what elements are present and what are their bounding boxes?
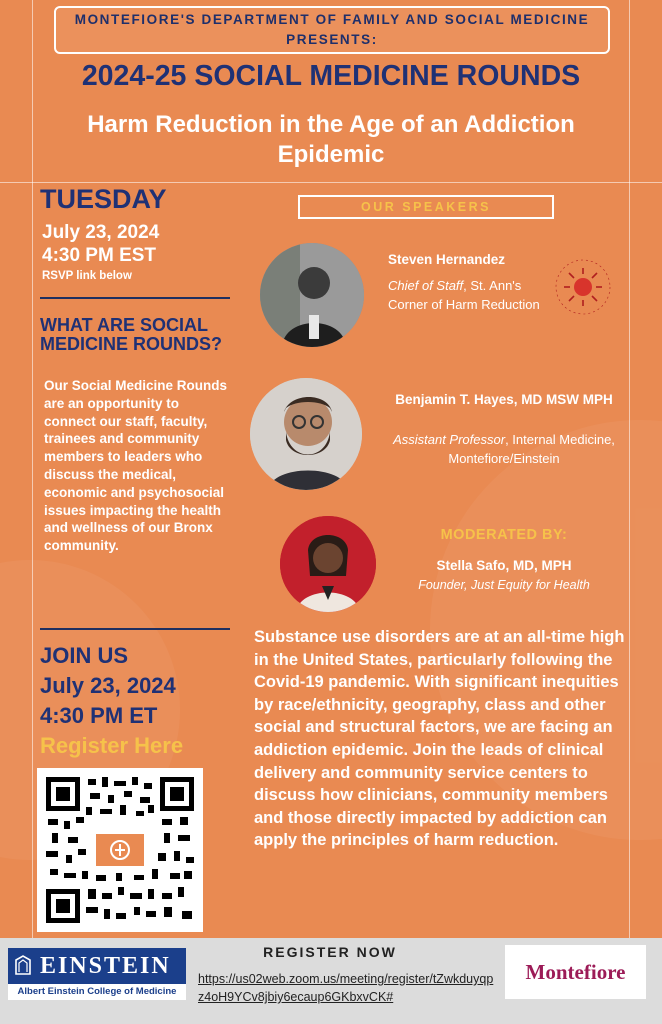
rsvp-note: RSVP link below: [42, 270, 132, 282]
presenter-banner: [54, 6, 610, 54]
moderator-name: Stella Safo, MD, MPH: [436, 558, 572, 573]
qr-logo-icon: [96, 834, 144, 866]
einstein-subtitle: Albert Einstein College of Medicine: [8, 984, 186, 1000]
moderator-photo: [280, 516, 376, 612]
page-title: 2024-25 SOCIAL MEDICINE ROUNDS: [81, 60, 581, 92]
einstein-name: EINSTEIN: [40, 952, 171, 979]
einstein-logo[interactable]: [8, 948, 186, 1000]
montefiore-name: Montefiore: [525, 959, 626, 984]
speaker-role: [374, 430, 634, 468]
event-day: TUESDAY: [40, 184, 167, 214]
register-link[interactable]: Register Here: [40, 733, 184, 758]
frame-line-top: [0, 182, 662, 183]
presenter-text: MONTEFIORE'S DEPARTMENT OF FAMILY AND SOCIAL MEDICINE PRESENTS:: [74, 12, 590, 47]
einstein-emblem-icon: [12, 954, 34, 978]
event-date: July 23, 2024: [42, 222, 160, 243]
speaker-title: Chief of Staff: [388, 278, 464, 293]
speakers-label-box: [298, 195, 554, 219]
speaker-name: Steven Hernandez: [388, 252, 506, 267]
montefiore-logo[interactable]: [505, 945, 646, 999]
about-text: Our Social Medicine Rounds are an opportunity to connect our staff, faculty, trainees and community members to leaders who discuss the medical, economic and psychosocial issues impacting the health and wellness of our Bronx community.: [44, 378, 228, 554]
frame-line-left: [32, 0, 33, 938]
qr-code[interactable]: [37, 768, 203, 932]
divider: [40, 628, 230, 630]
speaker-role: [388, 276, 548, 314]
join-time: 4:30 PM ET: [40, 703, 158, 728]
einstein-logo-bar: [8, 948, 186, 984]
speaker-org: , St. Ann's Corner of Harm Reduction: [388, 278, 540, 312]
about-heading: WHAT ARE SOCIAL MEDICINE ROUNDS?: [40, 315, 223, 354]
register-now-heading: REGISTER NOW: [263, 944, 397, 960]
speaker-name: Benjamin T. Hayes, MD MSW MPH: [395, 392, 613, 407]
registration-url[interactable]: https://us02web.zoom.us/meeting/register/tZwkduyqpz4oH9YCv8jbiy6ecaup6GKbxvCK#: [198, 972, 494, 1004]
event-time: 4:30 PM EST: [42, 245, 157, 266]
speakers-label: OUR SPEAKERS: [360, 200, 492, 214]
moderator-title: Founder, Just Equity for Health: [418, 578, 590, 592]
event-subtitle: Harm Reduction in the Age of an Addiction Epidemic: [87, 111, 575, 168]
join-heading: JOIN US: [40, 643, 129, 668]
moderator-role: [374, 576, 634, 595]
event-description: Substance use disorders are at an all-time high in the United States, particularly following the Covid-19 pandemic. With significant inequities by race/ethnicity, geography, class and other social and structural factors, we are facing an addiction epidemic. Join the leads of clinical delivery and community service centers to discuss how clinicians, community members and those directly impacted by addiction can apply the principles of harm reduction.: [254, 628, 625, 850]
moderated-label: MODERATED BY:: [440, 527, 568, 543]
st-anns-logo: [552, 256, 614, 318]
join-date: July 23, 2024: [40, 673, 176, 698]
speaker-photo: [250, 378, 362, 490]
divider: [40, 297, 230, 299]
speaker-org: , Internal Medicine, Montefiore/Einstein: [448, 432, 615, 466]
speaker-photo: [260, 243, 364, 347]
speaker-title: Assistant Professor: [393, 432, 506, 447]
